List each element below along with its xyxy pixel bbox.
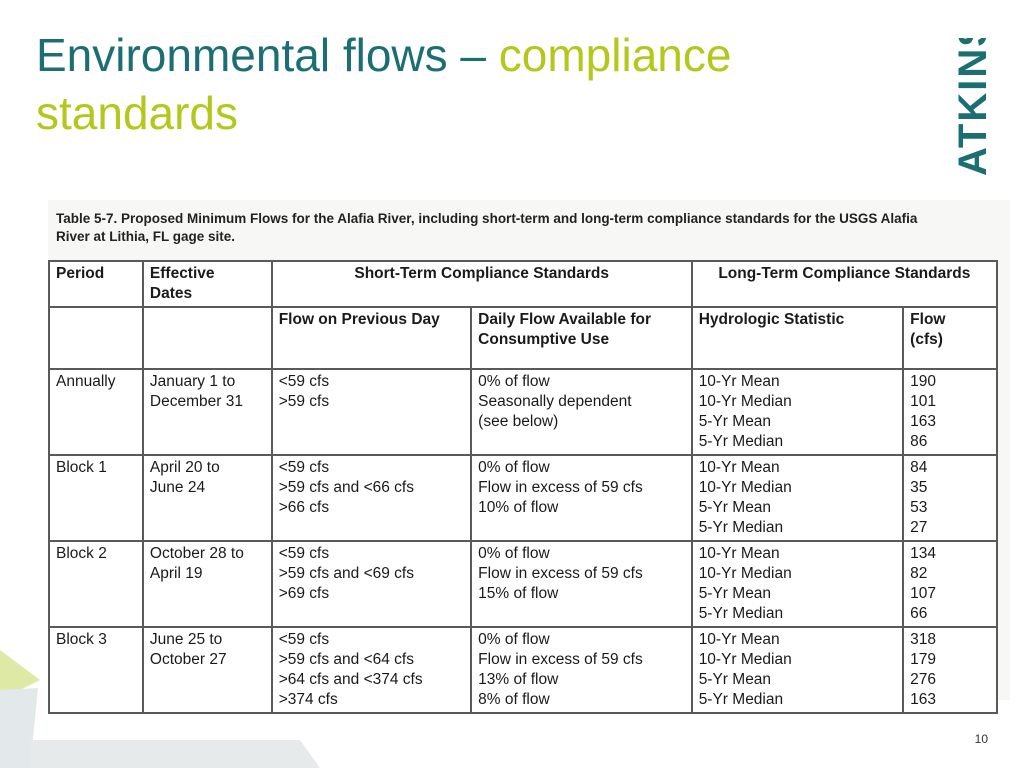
slide-title-accent-2: standards: [36, 87, 239, 139]
cell-daily-flow: 0% of flow Flow in excess of 59 cfs 15% of flow: [471, 541, 692, 627]
atkins-logo-text: ATKINS: [951, 38, 995, 176]
header-daily-flow: Daily Flow Available for Consumptive Use: [471, 307, 692, 369]
cell-period: Block 3: [49, 627, 143, 713]
minimum-flows-table: [48, 260, 998, 714]
header-period: Period: [49, 261, 143, 307]
header-flow-cfs: Flow (cfs): [903, 307, 997, 369]
cell-effective-dates: January 1 to December 31: [143, 369, 272, 455]
table-row: [49, 369, 997, 455]
table-caption-line-2: River at Lithia, FL gage site.: [56, 229, 236, 244]
cell-daily-flow: 0% of flow Seasonally dependent (see below): [471, 369, 692, 455]
header-short-term: Short-Term Compliance Standards: [272, 261, 692, 307]
header-effective-dates: Effective Dates: [143, 261, 272, 307]
table-caption-line-1: Table 5-7. Proposed Minimum Flows for the Alafia River, including short-term and long-term compliance standards for the USGS Alafia: [56, 211, 918, 226]
cell-period: Block 1: [49, 455, 143, 541]
cell-flow-cfs: 190 101 163 86: [903, 369, 997, 455]
cell-hydrologic-statistic: 10-Yr Mean 10-Yr Median 5-Yr Mean 5-Yr Median: [692, 369, 903, 455]
cell-flow-previous-day: <59 cfs >59 cfs and <69 cfs >69 cfs: [272, 541, 471, 627]
header-hydrologic-statistic: Hydrologic Statistic: [692, 307, 903, 369]
header-flow-previous-day: Flow on Previous Day: [272, 307, 471, 369]
subheader-empty-period: [49, 307, 143, 369]
cell-effective-dates: April 20 to June 24: [143, 455, 272, 541]
cell-period: Annually: [49, 369, 143, 455]
cell-flow-cfs: 318 179 276 163: [903, 627, 997, 713]
cell-hydrologic-statistic: 10-Yr Mean 10-Yr Median 5-Yr Mean 5-Yr Median: [692, 541, 903, 627]
header-long-term: Long-Term Compliance Standards: [692, 261, 997, 307]
cell-daily-flow: 0% of flow Flow in excess of 59 cfs 13% of flow 8% of flow: [471, 627, 692, 713]
page-number: 10: [974, 732, 988, 746]
slide-title-accent-1: compliance: [498, 29, 732, 81]
table-header-row: [49, 261, 997, 307]
subheader-empty-dates: [143, 307, 272, 369]
cell-flow-previous-day: <59 cfs >59 cfs and <66 cfs >66 cfs: [272, 455, 471, 541]
cell-hydrologic-statistic: 10-Yr Mean 10-Yr Median 5-Yr Mean 5-Yr Median: [692, 627, 903, 713]
cell-flow-previous-day: <59 cfs >59 cfs: [272, 369, 471, 455]
atkins-logo: [946, 38, 996, 178]
cell-period: Block 2: [49, 541, 143, 627]
table-row: [49, 541, 997, 627]
table-subheader-row: [49, 307, 997, 369]
cell-effective-dates: June 25 to October 27: [143, 627, 272, 713]
cell-effective-dates: October 28 to April 19: [143, 541, 272, 627]
cell-daily-flow: 0% of flow Flow in excess of 59 cfs 10% of flow: [471, 455, 692, 541]
slide-title-main: Environmental flows –: [36, 29, 499, 81]
cell-flow-cfs: 84 35 53 27: [903, 455, 997, 541]
cell-hydrologic-statistic: 10-Yr Mean 10-Yr Median 5-Yr Mean 5-Yr Median: [692, 455, 903, 541]
table-row: [49, 455, 997, 541]
table-row: [49, 627, 997, 713]
table-caption: [56, 210, 986, 246]
cell-flow-cfs: 134 82 107 66: [903, 541, 997, 627]
slide-title: [36, 26, 856, 142]
cell-flow-previous-day: <59 cfs >59 cfs and <64 cfs >64 cfs and <374 cfs >374 cfs: [272, 627, 471, 713]
